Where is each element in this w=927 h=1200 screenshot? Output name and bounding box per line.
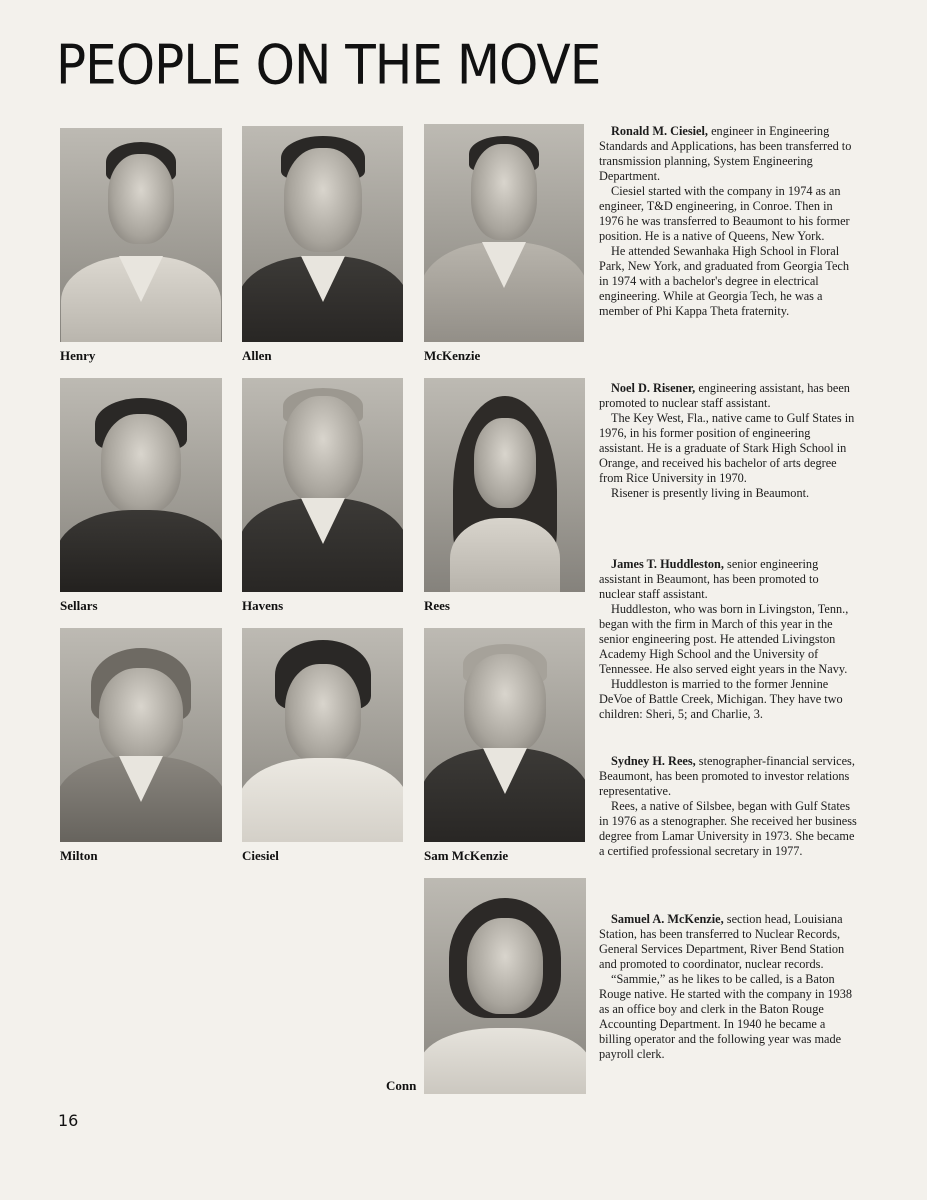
article-paragraph: Risener is presently living in Beaumont.: [611, 486, 810, 500]
article-name: Noel D. Risener,: [611, 381, 696, 395]
portrait-havens: [242, 378, 403, 592]
article-name: James T. Huddleston,: [611, 557, 724, 571]
article-paragraph: Ciesiel started with the company in 1974 as an engineer, T&D engineering, in Conroe. Then in 1976 he was transferred to Beaumont to his former position. He is a native of Queens, New York.: [599, 184, 850, 243]
caption-ciesiel: Ciesiel: [242, 848, 279, 863]
article-lead: section head, Louisiana Station, has been transferred to Nuclear Records, General Services Department, River Bend Station and promoted to coordinator, nuclear records.: [599, 912, 845, 971]
caption-havens: Havens: [242, 598, 284, 613]
portrait-conn: [424, 878, 586, 1094]
article-paragraph: “Sammie,” as he likes to be called, is a Baton Rouge native. He started with the company in 1938 as an office boy and clerk in the Baton Rouge Accounting Department. In 1940 he became a billing operator and the following year was made payroll clerk.: [599, 972, 853, 1061]
portrait-mckenzie: [424, 124, 584, 342]
article-name: Sydney H. Rees,: [611, 754, 696, 768]
portrait-sam-mckenzie: [424, 628, 585, 842]
article-paragraph: The Key West, Fla., native came to Gulf States in 1976, in his former position of engineering assistant. He is a graduate of Stark High School in Orange, and received his bachelor of arts degree from Rice University in 1970.: [599, 411, 855, 485]
article-paragraph: Huddleston is married to the former Jennine DeVoe of Battle Creek, Michigan. They have two children: Sheri, 5; and Charlie, 3.: [599, 677, 843, 721]
article-lead: engineering assistant, has been promoted to nuclear staff assistant.: [599, 381, 850, 410]
caption-rees: Rees: [424, 598, 450, 613]
article-paragraph: He attended Sewanhaka High School in Floral Park, New York, and graduated from Georgia Tech in 1974 with a bachelor's degree in electrical engineering. While at Georgia Tech, he was a member of Phi Kappa Theta fraternity.: [599, 244, 850, 318]
portrait-henry: [60, 128, 222, 342]
page-title: PEOPLE ON THE MOVE: [56, 34, 601, 97]
article-lead: senior engineering assistant in Beaumont, has been promoted to nuclear staff assistant.: [599, 557, 819, 601]
article-name: Ronald M. Ciesiel,: [611, 124, 709, 138]
portrait-milton: [60, 628, 222, 842]
article-mckenzie: [599, 912, 857, 1062]
article-ciesiel: [599, 124, 857, 319]
article-lead: engineer in Engineering Standards and Applications, has been transferred to transmission planning, System Engineering Department.: [599, 124, 852, 183]
article-name: Samuel A. McKenzie,: [611, 912, 724, 926]
caption-milton: Milton: [60, 848, 98, 863]
page-number: 16: [58, 1111, 79, 1130]
caption-conn: Conn: [386, 1078, 417, 1093]
article-risener: [599, 381, 857, 501]
portrait-sellars: [60, 378, 222, 592]
portrait-ciesiel: [242, 628, 403, 842]
caption-sam-mckenzie: Sam McKenzie: [424, 848, 509, 863]
article-paragraph: Rees, a native of Silsbee, began with Gulf States in 1976 as a stenographer. She received her business degree from Lamar University in 1973. She became a certified professional secretary in 1977.: [599, 799, 857, 858]
caption-sellars: Sellars: [60, 598, 98, 613]
caption-allen: Allen: [242, 348, 272, 363]
article-huddleston: [599, 557, 857, 722]
article-paragraph: Huddleston, who was born in Livingston, Tenn., began with the firm in March of this year in the senior engineering post. He attended Livingston Academy High School and the University of Tennessee. He also served eight years in the Navy.: [599, 602, 849, 676]
article-lead: stenographer-financial services, Beaumont, has been promoted to investor relations representative.: [599, 754, 855, 798]
portrait-allen: [242, 126, 403, 342]
portrait-rees: [424, 378, 585, 592]
article-rees: [599, 754, 857, 859]
caption-henry: Henry: [60, 348, 96, 363]
caption-mckenzie: McKenzie: [424, 348, 481, 363]
